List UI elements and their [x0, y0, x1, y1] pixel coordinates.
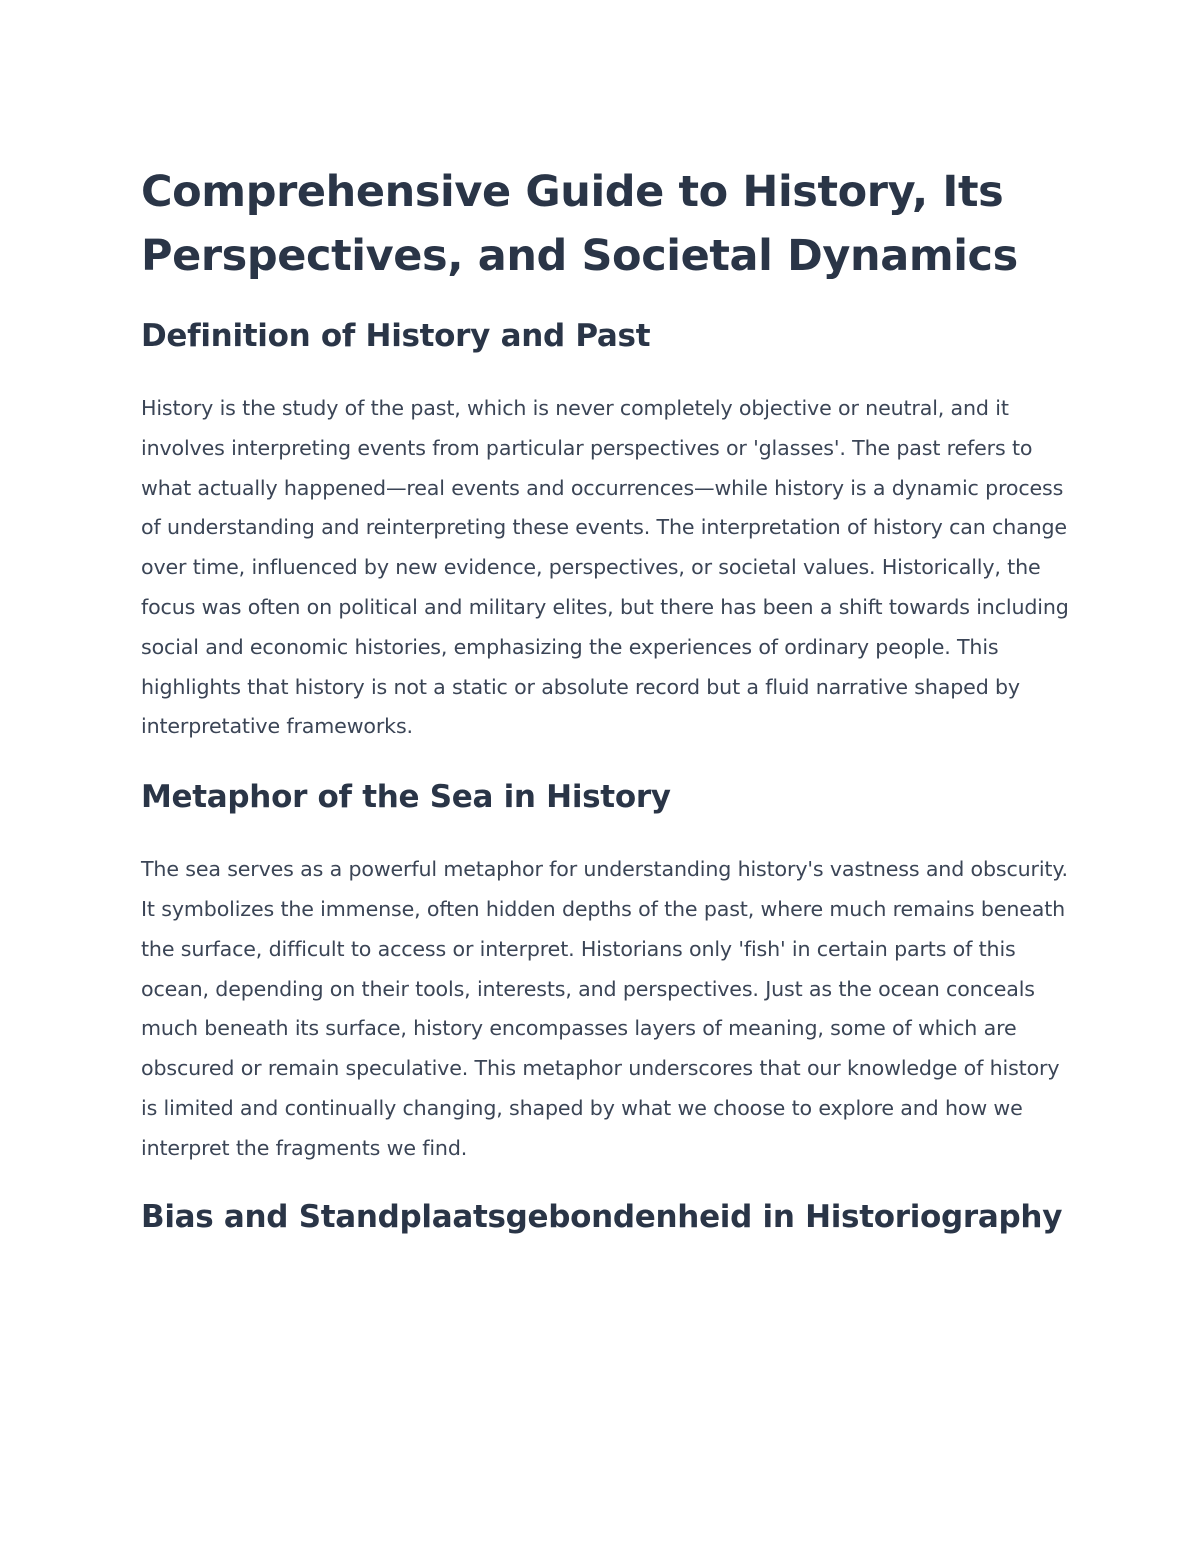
- section-body-definition: History is the study of the past, which is never completely objective or neutral, and it involves interpreting events from particular perspectives or 'glasses'. The past refers to what actually happened—real events and occurrences—while history is a dynamic process of understanding and reinterpreting these events. The interpretation of history can change over time, influenced by new evidence, perspectives, or societal values. Historically, the focus was often on political and military elites, but there has been a shift towards including social and economic histories, emphasizing the experiences of ordinary people. This highlights that history is not a static or absolute record but a fluid narrative shaped by interpretative frameworks.: [141, 396, 1069, 739]
- section-heading-sea-metaphor: Metaphor of the Sea in History: [141, 779, 671, 816]
- document-page: [141, 160, 1071, 1247]
- section-body-sea-metaphor: The sea serves as a powerful metaphor for understanding history's vastness and obscurity. It symbolizes the immense, often hidden depths of the past, where much remains beneath the surface, difficult to access or interpret. Historians only 'fish' in certain parts of this ocean, depending on their tools, interests, and perspectives. Just as the ocean conceals much beneath its surface, history encompasses layers of meaning, some of which are obscured or remain speculative. This metaphor underscores that our knowledge of history is limited and continually changing, shaped by what we choose to explore and how we interpret the fragments we find.: [141, 857, 1068, 1160]
- document-title: Comprehensive Guide to History, Its Perspectives, and Societal Dynamics: [141, 167, 1018, 281]
- section-heading-bias: Bias and Standplaatsgebondenheid in Historiography: [141, 1198, 1063, 1235]
- section-heading-definition: Definition of History and Past: [141, 318, 651, 354]
